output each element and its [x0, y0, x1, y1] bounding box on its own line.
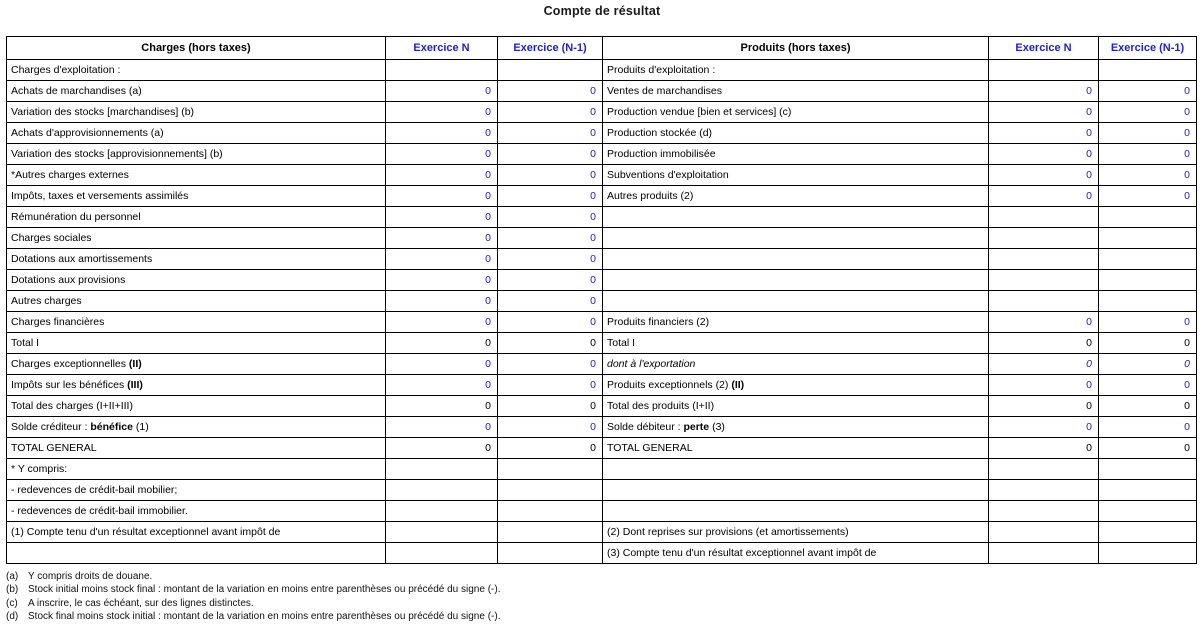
value-produits-n1[interactable]: 0	[1099, 81, 1197, 102]
table-row	[7, 354, 1197, 375]
row-label-charges: Dotations aux provisions	[7, 270, 386, 291]
row-label-charges: Variation des stocks [approvisionnements] (b)	[7, 144, 386, 165]
header-produits: Produits (hors taxes)	[603, 37, 989, 60]
footer-value-charges-n1[interactable]	[498, 543, 603, 564]
table-footer-body	[7, 459, 1197, 564]
value-produits-n1[interactable]	[1099, 228, 1197, 249]
footnote-key: (c)	[6, 597, 18, 609]
table-row	[7, 396, 1197, 417]
row-label-charges: Total I	[7, 333, 386, 354]
row-label-charges: Autres charges	[7, 291, 386, 312]
row-label-produits: Produits financiers (2)	[603, 312, 989, 333]
row-label-produits: Produits exceptionnels (2) (II)	[603, 375, 989, 396]
row-label-produits	[603, 228, 989, 249]
value-charges-n[interactable]: 0	[386, 375, 498, 396]
footer-value-charges-n1[interactable]	[498, 480, 603, 501]
table-row	[7, 186, 1197, 207]
value-produits-n1[interactable]: 0	[1099, 396, 1197, 417]
footnotes-block	[6, 570, 1196, 624]
value-charges-n[interactable]: 0	[386, 354, 498, 375]
value-produits-n[interactable]	[989, 249, 1099, 270]
value-produits-n1[interactable]: 0	[1099, 354, 1197, 375]
value-produits-n[interactable]: 0	[989, 165, 1099, 186]
row-label-emphasis: (II)	[128, 357, 142, 370]
footer-value-produits-n[interactable]	[989, 501, 1099, 522]
footer-value-charges-n[interactable]	[386, 459, 498, 480]
footer-value-charges-n[interactable]	[386, 480, 498, 501]
footnote-text: Stock initial moins stock final : montant de la variation en moins entre parenthèses ou précédé du signe (-).	[28, 584, 501, 596]
row-label-produits: Production stockée (d)	[603, 123, 989, 144]
value-produits-n1[interactable]: 0	[1099, 165, 1197, 186]
table-footer-row	[7, 459, 1197, 480]
row-label-produits: Ventes de marchandises	[603, 81, 989, 102]
value-charges-n1[interactable]: 0	[498, 396, 603, 417]
header-charges-exercice-n: Exercice N	[386, 37, 498, 60]
value-charges-n1[interactable]: 0	[498, 438, 603, 459]
footer-label-charges: * Y compris:	[7, 459, 386, 480]
value-charges-n1[interactable]: 0	[498, 186, 603, 207]
row-label-produits: Production immobilisée	[603, 144, 989, 165]
footer-label-produits: (2) Dont reprises sur provisions (et amortissements)	[603, 522, 989, 543]
table-row	[7, 165, 1197, 186]
row-label-charges: Total des charges (I+II+III)	[7, 396, 386, 417]
value-charges-n[interactable]: 0	[386, 417, 498, 438]
table-footer-row	[7, 480, 1197, 501]
value-charges-n[interactable]: 0	[386, 270, 498, 291]
value-produits-n[interactable]	[989, 207, 1099, 228]
footnote-text: A inscrire, le cas échéant, sur des lignes distinctes.	[28, 597, 254, 609]
value-produits-n1[interactable]: 0	[1099, 102, 1197, 123]
value-produits-n[interactable]: 0	[989, 354, 1099, 375]
value-charges-n[interactable]: 0	[386, 123, 498, 144]
row-label-produits: Total des produits (I+II)	[603, 396, 989, 417]
value-produits-n[interactable]	[989, 270, 1099, 291]
value-produits-n1[interactable]: 0	[1099, 438, 1197, 459]
value-produits-n[interactable]	[989, 291, 1099, 312]
value-produits-n[interactable]	[989, 228, 1099, 249]
value-charges-n[interactable]: 0	[386, 333, 498, 354]
footer-value-produits-n1[interactable]	[1099, 543, 1197, 564]
value-charges-n1[interactable]: 0	[498, 249, 603, 270]
table-row	[7, 60, 1197, 81]
value-produits-n[interactable]: 0	[989, 81, 1099, 102]
value-charges-n[interactable]: 0	[386, 165, 498, 186]
value-charges-n1[interactable]: 0	[498, 144, 603, 165]
footnote-item	[6, 570, 1196, 583]
row-label-produits	[603, 270, 989, 291]
value-produits-n[interactable]: 0	[989, 396, 1099, 417]
footnote-text: Y compris droits de douane.	[28, 571, 153, 582]
row-label-produits	[603, 291, 989, 312]
value-produits-n[interactable]: 0	[989, 144, 1099, 165]
value-charges-n[interactable]: 0	[386, 207, 498, 228]
footnote-text: Stock final moins stock initial : montant de la variation en moins entre parenthèses ou précédé du signe (-).	[28, 611, 501, 623]
table-row	[7, 228, 1197, 249]
footnote-key: (b)	[6, 584, 19, 596]
row-label-charges: Achats de marchandises (a)	[7, 81, 386, 102]
row-label-emphasis: (II)	[731, 378, 745, 391]
value-charges-n[interactable]: 0	[386, 291, 498, 312]
row-label-produits: Production vendue [bien et services] (c)	[603, 102, 989, 123]
header-produits-exercice-n1: Exercice (N-1)	[1099, 37, 1197, 60]
footer-value-produits-n1[interactable]	[1099, 522, 1197, 543]
row-label-produits: Solde débiteur : perte (3)	[603, 417, 989, 438]
value-produits-n1[interactable]	[1099, 207, 1197, 228]
value-charges-n1[interactable]: 0	[498, 123, 603, 144]
row-label-produits: Autres produits (2)	[603, 186, 989, 207]
value-produits-n[interactable]: 0	[989, 417, 1099, 438]
header-row	[7, 37, 1197, 60]
value-charges-n[interactable]: 0	[386, 186, 498, 207]
table-header	[7, 37, 1197, 60]
value-produits-n[interactable]: 0	[989, 123, 1099, 144]
value-charges-n[interactable]: 0	[386, 396, 498, 417]
footer-value-charges-n[interactable]	[386, 543, 498, 564]
table-footer-row	[7, 522, 1197, 543]
value-produits-n1[interactable]	[1099, 291, 1197, 312]
value-produits-n1[interactable]	[1099, 270, 1197, 291]
row-label-charges: Solde créditeur : bénéfice (1)	[7, 417, 386, 438]
table-row	[7, 270, 1197, 291]
value-charges-n1[interactable]: 0	[498, 312, 603, 333]
row-label-charges: Impôts sur les bénéfices (III)	[7, 375, 386, 396]
value-charges-n1[interactable]: 0	[498, 270, 603, 291]
value-produits-n[interactable]: 0	[989, 333, 1099, 354]
value-produits-n[interactable]: 0	[989, 102, 1099, 123]
table-row	[7, 417, 1197, 438]
table-footer-row	[7, 501, 1197, 522]
footer-value-produits-n[interactable]	[989, 543, 1099, 564]
value-charges-n1[interactable]: 0	[498, 228, 603, 249]
value-produits-n1[interactable]	[1099, 60, 1197, 81]
row-label-produits	[603, 249, 989, 270]
row-label-charges: Variation des stocks [marchandises] (b)	[7, 102, 386, 123]
footer-value-produits-n1[interactable]	[1099, 480, 1197, 501]
footer-value-charges-n1[interactable]	[498, 501, 603, 522]
header-charges: Charges (hors taxes)	[7, 37, 386, 60]
page-title: Compte de résultat	[543, 4, 661, 18]
row-label-produits: Total I	[603, 333, 989, 354]
value-produits-n1[interactable]: 0	[1099, 123, 1197, 144]
value-produits-n1[interactable]	[1099, 249, 1197, 270]
row-label-charges: Impôts, taxes et versements assimilés	[7, 186, 386, 207]
value-produits-n[interactable]: 0	[989, 375, 1099, 396]
table-row	[7, 333, 1197, 354]
value-produits-n1[interactable]: 0	[1099, 333, 1197, 354]
footer-value-charges-n1[interactable]	[498, 522, 603, 543]
table-body	[7, 60, 1197, 459]
value-charges-n1[interactable]: 0	[498, 417, 603, 438]
footer-label-produits	[603, 480, 989, 501]
value-charges-n1[interactable]: 0	[498, 102, 603, 123]
value-charges-n1[interactable]: 0	[498, 81, 603, 102]
value-produits-n[interactable]	[989, 60, 1099, 81]
value-charges-n1[interactable]: 0	[498, 207, 603, 228]
footnote-key: (a)	[6, 571, 19, 582]
footnote-item	[6, 583, 1196, 596]
value-charges-n[interactable]: 0	[386, 144, 498, 165]
table-footer-row	[7, 543, 1197, 564]
value-charges-n[interactable]: 0	[386, 102, 498, 123]
header-charges-exercice-n1: Exercice (N-1)	[498, 37, 603, 60]
value-charges-n1[interactable]: 0	[498, 354, 603, 375]
value-charges-n[interactable]: 0	[386, 438, 498, 459]
value-produits-n1[interactable]: 0	[1099, 144, 1197, 165]
row-label-emphasis: perte	[683, 420, 710, 433]
row-label-charges: Charges d'exploitation :	[7, 60, 386, 81]
value-charges-n1[interactable]	[498, 60, 603, 81]
row-label-emphasis: (III)	[127, 378, 143, 391]
row-label-emphasis: bénéfice	[90, 420, 133, 433]
footer-label-produits	[603, 501, 989, 522]
value-charges-n[interactable]: 0	[386, 81, 498, 102]
footer-label-charges	[7, 543, 386, 564]
footer-value-produits-n[interactable]	[989, 459, 1099, 480]
value-charges-n[interactable]: 0	[386, 228, 498, 249]
footer-value-produits-n[interactable]	[989, 522, 1099, 543]
table-row	[7, 312, 1197, 333]
footer-label-charges: - redevences de crédit-bail immobilier.	[7, 501, 386, 522]
table-row	[7, 207, 1197, 228]
footer-value-produits-n1[interactable]	[1099, 501, 1197, 522]
table-row	[7, 123, 1197, 144]
value-produits-n1[interactable]: 0	[1099, 375, 1197, 396]
row-label-charges: Rémunération du personnel	[7, 207, 386, 228]
value-charges-n[interactable]: 0	[386, 312, 498, 333]
value-produits-n1[interactable]: 0	[1099, 186, 1197, 207]
row-label-produits	[603, 207, 989, 228]
row-label-produits: Produits d'exploitation :	[603, 60, 989, 81]
footer-value-produits-n[interactable]	[989, 480, 1099, 501]
value-charges-n1[interactable]: 0	[498, 375, 603, 396]
value-charges-n[interactable]	[386, 60, 498, 81]
table-row	[7, 375, 1197, 396]
footer-label-produits: (3) Compte tenu d'un résultat exceptionnel avant impôt de	[603, 543, 989, 564]
footnote-item	[6, 610, 1196, 623]
row-label-charges: TOTAL GENERAL	[7, 438, 386, 459]
footer-value-charges-n1[interactable]	[498, 459, 603, 480]
value-produits-n1[interactable]: 0	[1099, 312, 1197, 333]
row-label-produits: TOTAL GENERAL	[603, 438, 989, 459]
footer-label-produits	[603, 459, 989, 480]
value-produits-n[interactable]: 0	[989, 438, 1099, 459]
row-label-produits: Subventions d'exploitation	[603, 165, 989, 186]
row-label-charges: *Autres charges externes	[7, 165, 386, 186]
footer-value-charges-n[interactable]	[386, 522, 498, 543]
row-label-charges: Charges financières	[7, 312, 386, 333]
footnote-key: (d)	[6, 611, 19, 623]
footer-label-charges: (1) Compte tenu d'un résultat exceptionnel avant impôt de	[7, 522, 386, 543]
row-label-produits: dont à l'exportation	[603, 354, 989, 375]
table-row	[7, 249, 1197, 270]
table-row	[7, 144, 1197, 165]
value-produits-n[interactable]: 0	[989, 312, 1099, 333]
row-label-charges: Charges sociales	[7, 228, 386, 249]
footer-value-produits-n1[interactable]	[1099, 459, 1197, 480]
value-charges-n1[interactable]: 0	[498, 333, 603, 354]
income-statement-table	[6, 36, 1197, 564]
header-produits-exercice-n: Exercice N	[989, 37, 1099, 60]
value-charges-n[interactable]: 0	[386, 249, 498, 270]
footer-value-charges-n[interactable]	[386, 501, 498, 522]
value-charges-n1[interactable]: 0	[498, 291, 603, 312]
row-label-charges: Dotations aux amortissements	[7, 249, 386, 270]
table-row	[7, 438, 1197, 459]
footnote-item	[6, 597, 1196, 610]
value-produits-n[interactable]: 0	[989, 186, 1099, 207]
row-label-charges: Charges exceptionnelles (II)	[7, 354, 386, 375]
table-row	[7, 291, 1197, 312]
table-row	[7, 102, 1197, 123]
row-label-charges: Achats d'approvisionnements (a)	[7, 123, 386, 144]
footer-label-charges: - redevences de crédit-bail mobilier;	[7, 480, 386, 501]
value-charges-n1[interactable]: 0	[498, 165, 603, 186]
table-row	[7, 81, 1197, 102]
value-produits-n1[interactable]: 0	[1099, 417, 1197, 438]
